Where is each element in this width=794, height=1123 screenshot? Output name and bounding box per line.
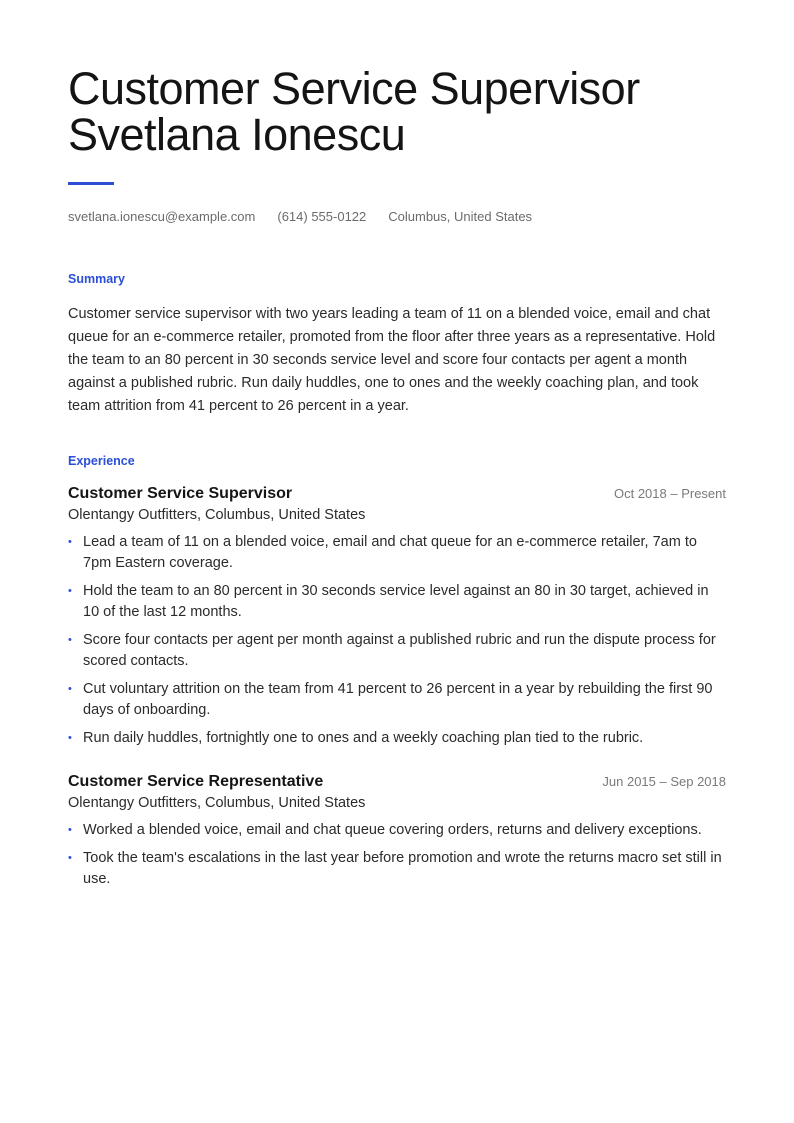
bullet-dot-icon: • [68,634,72,646]
contact-phone[interactable]: (614) 555-0122 [277,209,367,224]
bullet-text: Hold the team to an 80 percent in 30 seconds service level against an 80 in 30 target, achieved in 10 of the last 12 months. [83,583,709,620]
bullet-dot-icon: • [68,683,72,695]
job-title: Customer Service Representative [68,773,324,790]
bullet-text: Worked a blended voice, email and chat queue covering orders, returns and delivery exceptions. [83,822,702,838]
job-bullet [68,630,726,672]
bullet-text: Score four contacts per agent per month against a published rubric and run the dispute process for scored contacts. [83,632,716,669]
summary-heading: Summary [68,272,125,286]
bullet-dot-icon: • [68,536,72,548]
job-title-heading: Customer Service Supervisor [68,63,640,114]
job-entry [68,485,726,749]
job-bullet [68,848,726,890]
bullet-text: Lead a team of 11 on a blended voice, email and chat queue for an e-commerce retailer, 7am to 7pm Eastern coverage. [83,534,697,571]
contact-location: Columbus, United States [388,209,533,224]
job-header [68,485,726,503]
job-title: Customer Service Supervisor [68,485,293,502]
summary-text: Customer service supervisor with two years leading a team of 11 on a blended voice, email and chat queue for an e-commerce retailer, promoted from the floor after three years as a representative. Hold the team to an 80 percent in 30 seconds service level and score four contacts per agent a month against a published rubric. Run daily huddles, one to ones and the weekly coaching plan, and took team attrition from 41 percent to 26 percent in a year. [68,306,716,414]
job-bullet [68,532,726,574]
experience-list [68,485,726,890]
resume-header [68,63,726,160]
job-dates: Oct 2018 – Present [613,486,726,501]
bullet-text: Cut voluntary attrition on the team from 41 percent to 26 percent in a year by rebuilding the first 90 days of onboarding. [83,681,713,718]
bullet-dot-icon: • [68,732,72,744]
bullet-dot-icon: • [68,824,72,836]
candidate-name: Svetlana Ionescu [68,109,406,160]
accent-divider [68,182,114,185]
job-company: Olentangy Outfitters, Columbus, United States [68,507,366,523]
job-bullets [68,820,726,890]
bullet-text: Took the team's escalations in the last year before promotion and wrote the returns macro set still in use. [83,850,722,887]
job-bullet [68,728,726,749]
contact-info [68,209,726,224]
job-bullet [68,679,726,721]
contact-email[interactable]: svetlana.ionescu@example.com [68,209,256,224]
job-bullet [68,820,726,841]
job-company: Olentangy Outfitters, Columbus, United States [68,795,366,811]
job-header [68,773,726,791]
job-bullets [68,532,726,749]
bullet-dot-icon: • [68,585,72,597]
job-dates: Jun 2015 – Sep 2018 [602,774,726,789]
bullet-dot-icon: • [68,852,72,864]
resume-page [68,63,726,897]
job-entry [68,773,726,890]
job-bullet [68,581,726,623]
bullet-text: Run daily huddles, fortnightly one to ones and a weekly coaching plan tied to the rubric. [83,730,644,746]
experience-heading: Experience [68,454,135,468]
